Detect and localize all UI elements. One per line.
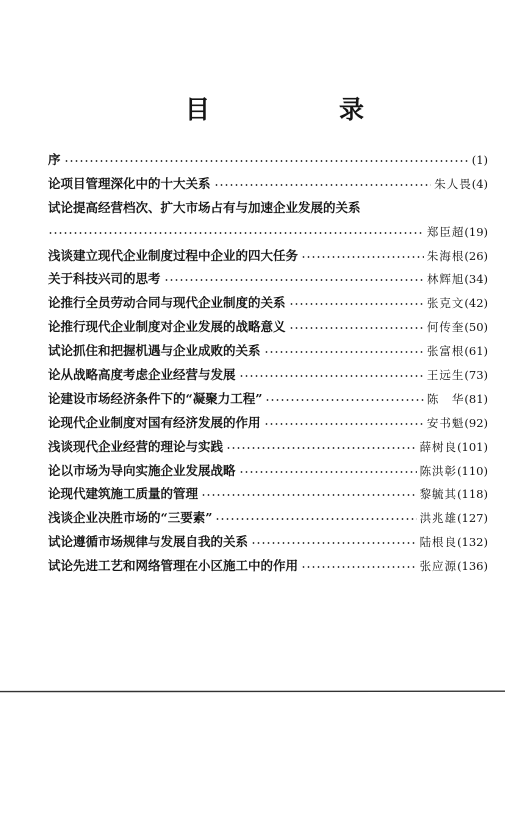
toc-entry[interactable] (48, 291, 488, 311)
toc-entry-page: (1) (471, 153, 488, 167)
dot-leader (215, 515, 416, 523)
dot-leader (289, 324, 424, 332)
toc-entry[interactable] (48, 435, 488, 455)
toc-entry-title: 论建设市场经济条件下的“凝聚力工程” (48, 390, 263, 406)
dot-leader (214, 181, 432, 189)
toc-entry-title: 浅谈现代企业经营的理论与实践 (48, 438, 224, 454)
toc-entry-author: 张富根 (426, 344, 465, 359)
dot-leader (239, 372, 424, 380)
toc-entry-author: 洪兆雄 (419, 511, 458, 526)
page-title: 目 录 (185, 95, 417, 124)
toc-entry-title: 浅谈企业决胜市场的“三要素” (48, 510, 213, 526)
toc-entry-title: 论现代建筑施工质量的管理 (48, 486, 199, 502)
toc-entry-page: (34) (464, 272, 488, 287)
toc-entry-title: 试论先进工艺和网络管理在小区施工中的作用 (48, 558, 299, 574)
toc-entry-page: (26) (464, 248, 488, 263)
toc-entry-title: 试论提高经营档次、扩大市场占有与加速企业发展的关系 (48, 199, 361, 215)
toc-entry-author: 陈洪彰 (419, 463, 458, 478)
toc-entry-page: (127) (457, 511, 488, 526)
dot-leader (64, 157, 469, 165)
dot-leader (265, 396, 424, 404)
toc-entry-page: (81) (464, 391, 488, 406)
toc-entry-author: 黎毓其 (419, 487, 458, 502)
toc-entry-title: 关于科技兴司的思考 (48, 271, 161, 287)
dot-leader (301, 563, 417, 571)
toc-entry-title: 浅谈建立现代企业制度过程中企业的四大任务 (48, 247, 299, 263)
toc-entry-title: 论推行现代企业制度对企业发展的战略意义 (48, 319, 286, 335)
toc-entry-page: (118) (457, 487, 488, 502)
toc-entry-title: 试论抓住和把握机遇与企业成败的关系 (48, 343, 261, 359)
toc-entry-author: 朱海根 (426, 248, 465, 263)
toc-entry-page: (4) (471, 176, 488, 191)
bottom-rule (0, 690, 505, 693)
table-of-contents (48, 148, 488, 578)
toc-entry-page: (73) (464, 368, 488, 383)
toc-entry-title: 论推行全员劳动合同与现代企业制度的关系 (48, 295, 286, 311)
toc-entry[interactable] (48, 530, 488, 550)
dot-leader (48, 229, 424, 237)
toc-entry[interactable] (48, 411, 488, 431)
toc-entry-page: (132) (457, 535, 488, 550)
toc-entry-title: 试论遵循市场规律与发展自我的关系 (48, 534, 249, 550)
toc-entry-author: 安书魁 (426, 415, 465, 430)
dot-leader (251, 539, 417, 547)
toc-entry-page: (92) (464, 415, 488, 430)
dot-leader (239, 468, 417, 476)
dot-leader (289, 300, 424, 308)
toc-entry[interactable] (48, 267, 488, 287)
toc-entry-title: 论以市场为导向实施企业发展战略 (48, 462, 236, 478)
toc-entry-page: (110) (457, 463, 488, 478)
toc-entry-author: 陆根良 (419, 535, 458, 550)
toc-entry-author: 陈 华 (426, 391, 465, 406)
toc-entry[interactable] (48, 148, 488, 168)
toc-entry-author: 张应源 (419, 559, 458, 574)
dot-leader (201, 491, 417, 499)
toc-entry-author: 林辉旭 (426, 272, 465, 287)
toc-entry-page: (61) (464, 344, 488, 359)
toc-entry-author: 郑臣超 (426, 224, 465, 239)
dot-leader (264, 420, 424, 428)
toc-entry-title: 论项目管理深化中的十大关系 (48, 175, 211, 191)
dot-leader (264, 348, 424, 356)
toc-entry[interactable] (48, 387, 488, 407)
toc-entry-author: 王远生 (426, 368, 465, 383)
toc-entry-page: (19) (464, 224, 488, 239)
toc-entry[interactable] (48, 196, 488, 216)
toc-entry[interactable] (48, 244, 488, 264)
dot-leader (301, 253, 424, 261)
toc-entry[interactable] (48, 339, 488, 359)
toc-entry-page: (50) (464, 320, 488, 335)
toc-entry-title: 论现代企业制度对国有经济发展的作用 (48, 414, 261, 430)
toc-entry-continuation[interactable] (48, 220, 488, 240)
toc-entry[interactable] (48, 172, 488, 192)
toc-entry-page: (42) (464, 296, 488, 311)
toc-entry-title: 论从战略高度考虑企业经营与发展 (48, 367, 236, 383)
dot-leader (226, 444, 417, 452)
dot-leader (164, 276, 424, 284)
toc-entry[interactable] (48, 506, 488, 526)
toc-entry[interactable] (48, 315, 488, 335)
toc-entry[interactable] (48, 363, 488, 383)
toc-entry[interactable] (48, 459, 488, 479)
toc-entry-page: (136) (457, 559, 488, 574)
toc-entry-page: (101) (457, 439, 488, 454)
toc-entry-author: 何传奎 (426, 320, 465, 335)
toc-entry-author: 朱人畏 (434, 176, 472, 191)
toc-entry-author: 薛树良 (419, 439, 458, 454)
toc-entry-author: 张克文 (426, 296, 465, 311)
toc-entry-title: 序 (48, 152, 61, 167)
toc-entry[interactable] (48, 482, 488, 502)
toc-entry[interactable] (48, 554, 488, 574)
